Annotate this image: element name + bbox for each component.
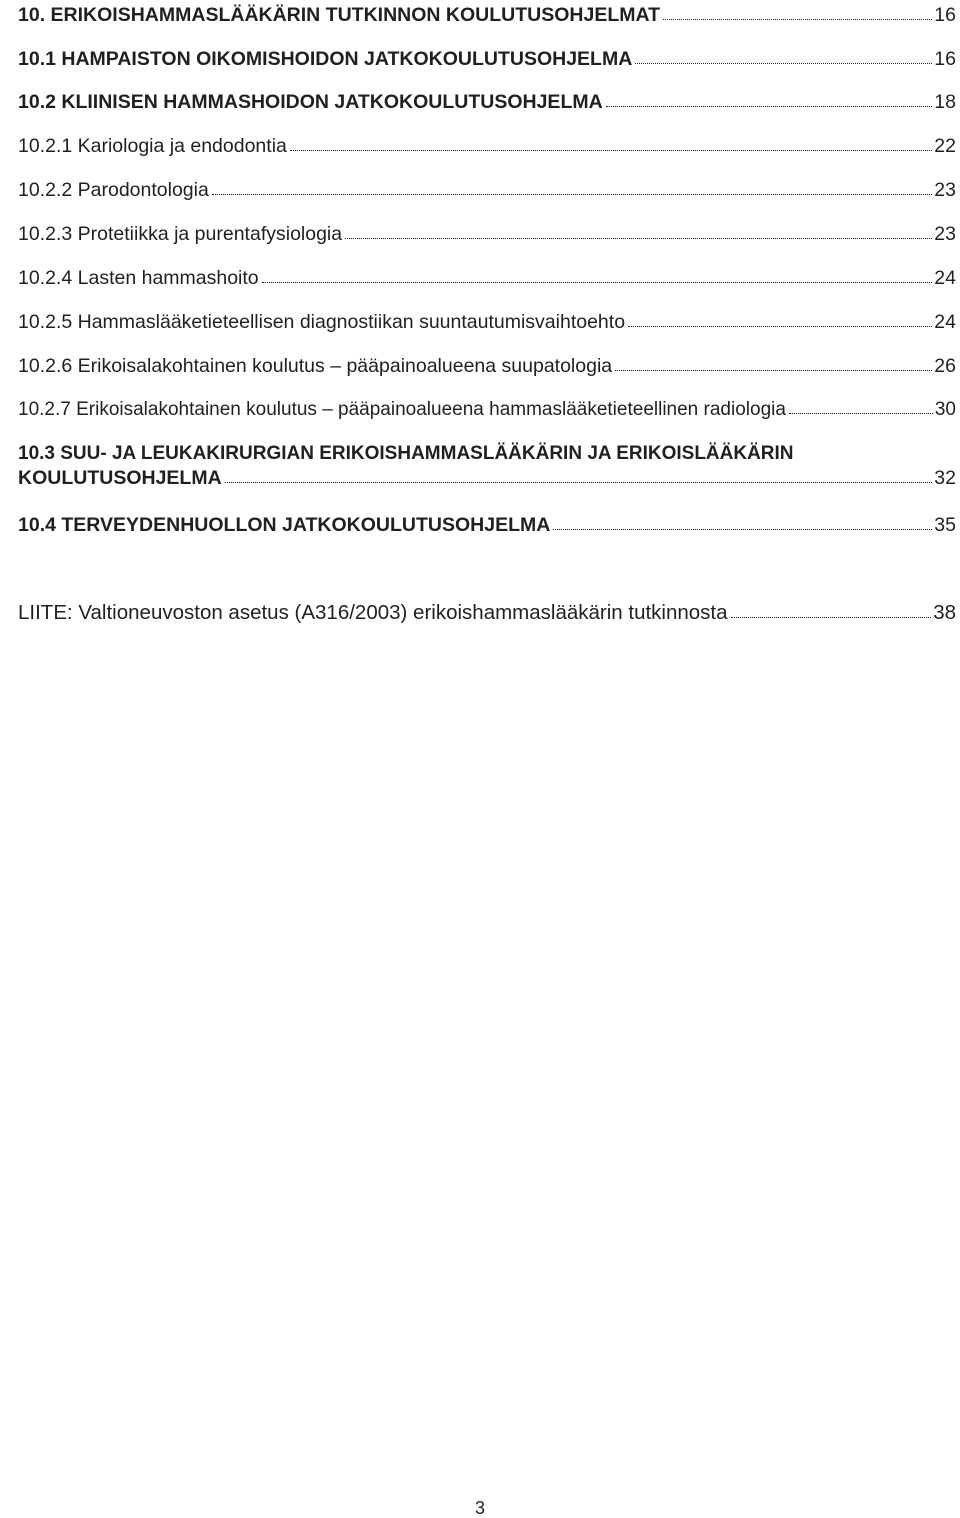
toc-entry-10-3[interactable] — [18, 442, 956, 490]
toc-entry-10-2-3[interactable] — [18, 222, 956, 246]
toc-entry-10-2-6[interactable] — [18, 354, 956, 378]
toc-entry-title: 10.2.4 Lasten hammashoito — [18, 267, 259, 289]
toc-leader — [663, 19, 932, 20]
toc-entry-title: LIITE: Valtioneuvoston asetus (A316/2003) erikoishammaslääkärin tutkinnosta — [18, 601, 728, 624]
toc-entry-10-4[interactable] — [18, 513, 956, 537]
toc-entry-page: 32 — [934, 467, 956, 489]
toc-leader — [628, 326, 932, 327]
toc-entry-page: 23 — [934, 223, 956, 245]
toc-entry-page: 23 — [934, 179, 956, 201]
toc-leader — [212, 194, 932, 195]
toc-leader — [615, 370, 932, 371]
toc-leader — [262, 282, 933, 283]
toc-entry-page: 22 — [934, 135, 956, 157]
toc-entry-10-2-5[interactable] — [18, 310, 956, 334]
toc-leader — [345, 238, 932, 239]
toc-entry-title: 10.2.5 Hammaslääketieteellisen diagnostiikan suuntautumisvaihtoehto — [18, 311, 626, 333]
toc-entry-page: 24 — [934, 267, 956, 289]
toc-entry-10-2-2[interactable] — [18, 178, 956, 202]
toc-entry-title: 10.2.2 Parodontologia — [18, 179, 209, 201]
toc-entry-title: 10.2.3 Protetiikka ja purentafysiologia — [18, 223, 343, 245]
toc-entry-10[interactable] — [18, 3, 956, 27]
toc-entry-title: 10.4 TERVEYDENHUOLLON JATKOKOULUTUSOHJELMA — [18, 514, 551, 536]
toc-entry-line2 — [18, 466, 956, 490]
toc-entry-title: 10.1 HAMPAISTON OIKOMISHOIDON JATKOKOULUTUSOHJELMA — [18, 48, 633, 70]
toc-leader — [290, 150, 932, 151]
toc-entry-title-line1: 10.3 SUU- JA LEUKAKIRURGIAN ERIKOISHAMMASLÄÄKÄRIN JA ERIKOISLÄÄKÄRIN — [18, 443, 794, 464]
toc-entry-10-2-1[interactable] — [18, 134, 956, 158]
toc-entry-10-2-4[interactable] — [18, 266, 956, 290]
toc-entry-page: 16 — [934, 48, 956, 70]
toc-entry-10-2-7[interactable] — [18, 398, 956, 422]
toc-entry-page: 30 — [934, 399, 956, 420]
toc-entry-title: 10. ERIKOISHAMMASLÄÄKÄRIN TUTKINNON KOULUTUSOHJELMAT — [18, 4, 661, 26]
toc-leader — [635, 63, 932, 64]
toc-entry-page: 35 — [934, 514, 956, 536]
toc-leader — [731, 617, 932, 618]
toc-entry-page: 26 — [934, 355, 956, 377]
toc-entry-10-1[interactable] — [18, 47, 956, 71]
toc-entry-page: 38 — [933, 601, 956, 624]
toc-leader — [553, 529, 932, 530]
toc-entry-page: 24 — [934, 311, 956, 333]
toc-entry-title: 10.2.1 Kariologia ja endodontia — [18, 135, 287, 157]
toc-entry-page: 16 — [934, 4, 956, 26]
toc-entry-title: 10.2.7 Erikoisalakohtainen koulutus – pääpainoalueena hammaslääketieteellinen radiologia — [18, 399, 786, 420]
toc-leader — [789, 413, 933, 414]
toc-entry-page: 18 — [934, 91, 956, 113]
toc-entry-title-line2: KOULUTUSOHJELMA — [18, 467, 222, 489]
toc-leader — [606, 106, 933, 107]
toc-entry-10-2[interactable] — [18, 90, 956, 114]
toc-leader — [225, 482, 933, 483]
toc-entry-title: 10.2.6 Erikoisalakohtainen koulutus – pääpainoalueena suupatologia — [18, 355, 613, 377]
page-number: 3 — [474, 1498, 485, 1518]
toc-entry-liite[interactable] — [18, 601, 956, 625]
toc-entry-title: 10.2 KLIINISEN HAMMASHOIDON JATKOKOULUTUSOHJELMA — [18, 91, 603, 113]
